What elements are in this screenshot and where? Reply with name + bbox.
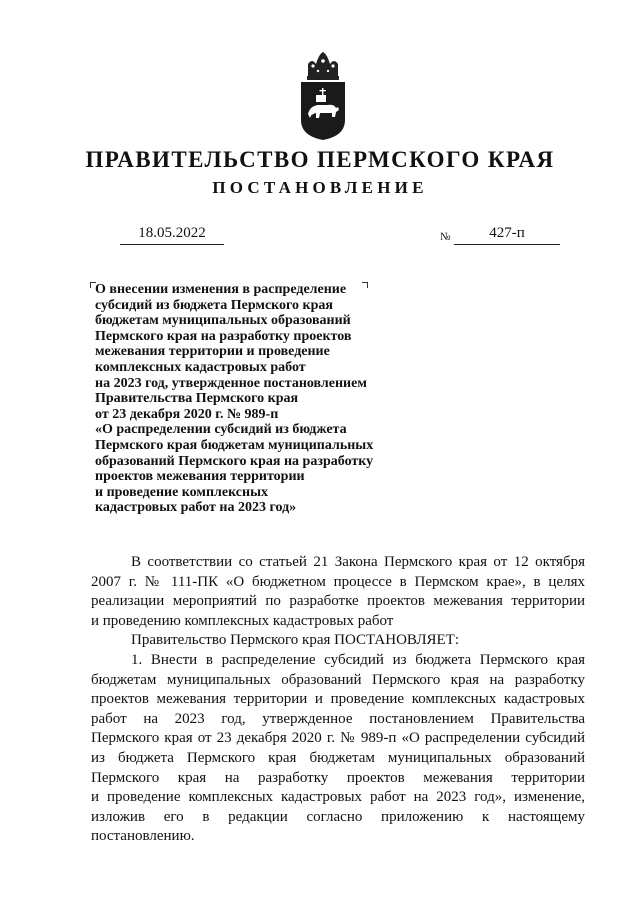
body-line: В соответствии со статьей 21 Закона Пермского края от 12 октября <box>131 554 585 570</box>
document-date: 18.05.2022 <box>120 225 224 245</box>
body-line: и проведению комплексных кадастровых работ <box>91 612 394 629</box>
title-line: Пермского края бюджетам муниципальных <box>95 437 374 453</box>
body-line: постановлению. <box>91 828 195 845</box>
title-line: кадастровых работ на 2023 год» <box>95 500 297 516</box>
title-line: комплексных кадастровых работ <box>95 359 306 375</box>
body-line: 1. Внести в распределение субсидий из бюджета Пермского края <box>131 651 585 668</box>
title-line: бюджетам муниципальных образований <box>95 313 351 329</box>
body-line: и проведение комплексных кадастровых работ на 2023 год», изменение, <box>91 789 585 806</box>
document-body <box>91 553 585 847</box>
title-line: межевания территории и проведение <box>95 344 330 360</box>
body-line: работ на 2023 год, утвержденное постановлением Правительства <box>91 710 585 727</box>
coat-of-arms-icon <box>298 52 348 142</box>
organization-name: ПРАВИТЕЛЬСТВО ПЕРМСКОГО КРАЯ <box>85 147 555 172</box>
body-line: изложив его в редакции согласно приложению к настоящему <box>91 808 585 825</box>
body-line: Пермского края от 23 декабря 2020 г. № 989-п «О распределении субсидий <box>91 730 585 747</box>
title-line: образований Пермского края на разработку <box>95 453 374 469</box>
body-line: проектов межевания территории и проведение комплексных кадастровых <box>91 691 585 708</box>
title-line: Пермского края на разработку проектов <box>95 328 352 344</box>
document-number: 427-п <box>454 225 560 245</box>
document-title <box>90 282 430 516</box>
title-line: субсидий из бюджета Пермского края <box>95 297 333 313</box>
title-line: Правительства Пермского края <box>95 391 299 407</box>
title-line: проектов межевания территории <box>95 469 305 485</box>
document-type: ПОСТАНОВЛЕНИЕ <box>212 178 428 197</box>
title-corner-mark-left <box>90 282 96 288</box>
title-line: О внесении изменения в распределение <box>95 282 347 297</box>
title-corner-mark-right <box>362 282 368 288</box>
body-line: Правительство Пермского края ПОСТАНОВЛЯЕТ: <box>131 632 460 649</box>
body-line: из бюджета Пермского края бюджетам муниципальных образований <box>91 749 585 766</box>
body-line: 2007 г. № 111-ПК «О бюджетном процессе в Пермском крае», в целях <box>91 573 585 590</box>
number-sign: № <box>440 231 451 243</box>
body-line: бюджетам муниципальных образований Пермского края на разработку <box>91 671 585 688</box>
body-line: Пермского края на разработку проектов межевания территории <box>91 769 585 786</box>
title-line: и проведение комплексных <box>95 484 269 500</box>
title-line: на 2023 год, утвержденное постановлением <box>95 375 367 391</box>
body-line: реализации мероприятий по разработке проектов межевания территории <box>91 593 585 610</box>
title-line: от 23 декабря 2020 г. № 989-п <box>95 406 279 422</box>
title-line: «О распределении субсидий из бюджета <box>95 422 347 438</box>
